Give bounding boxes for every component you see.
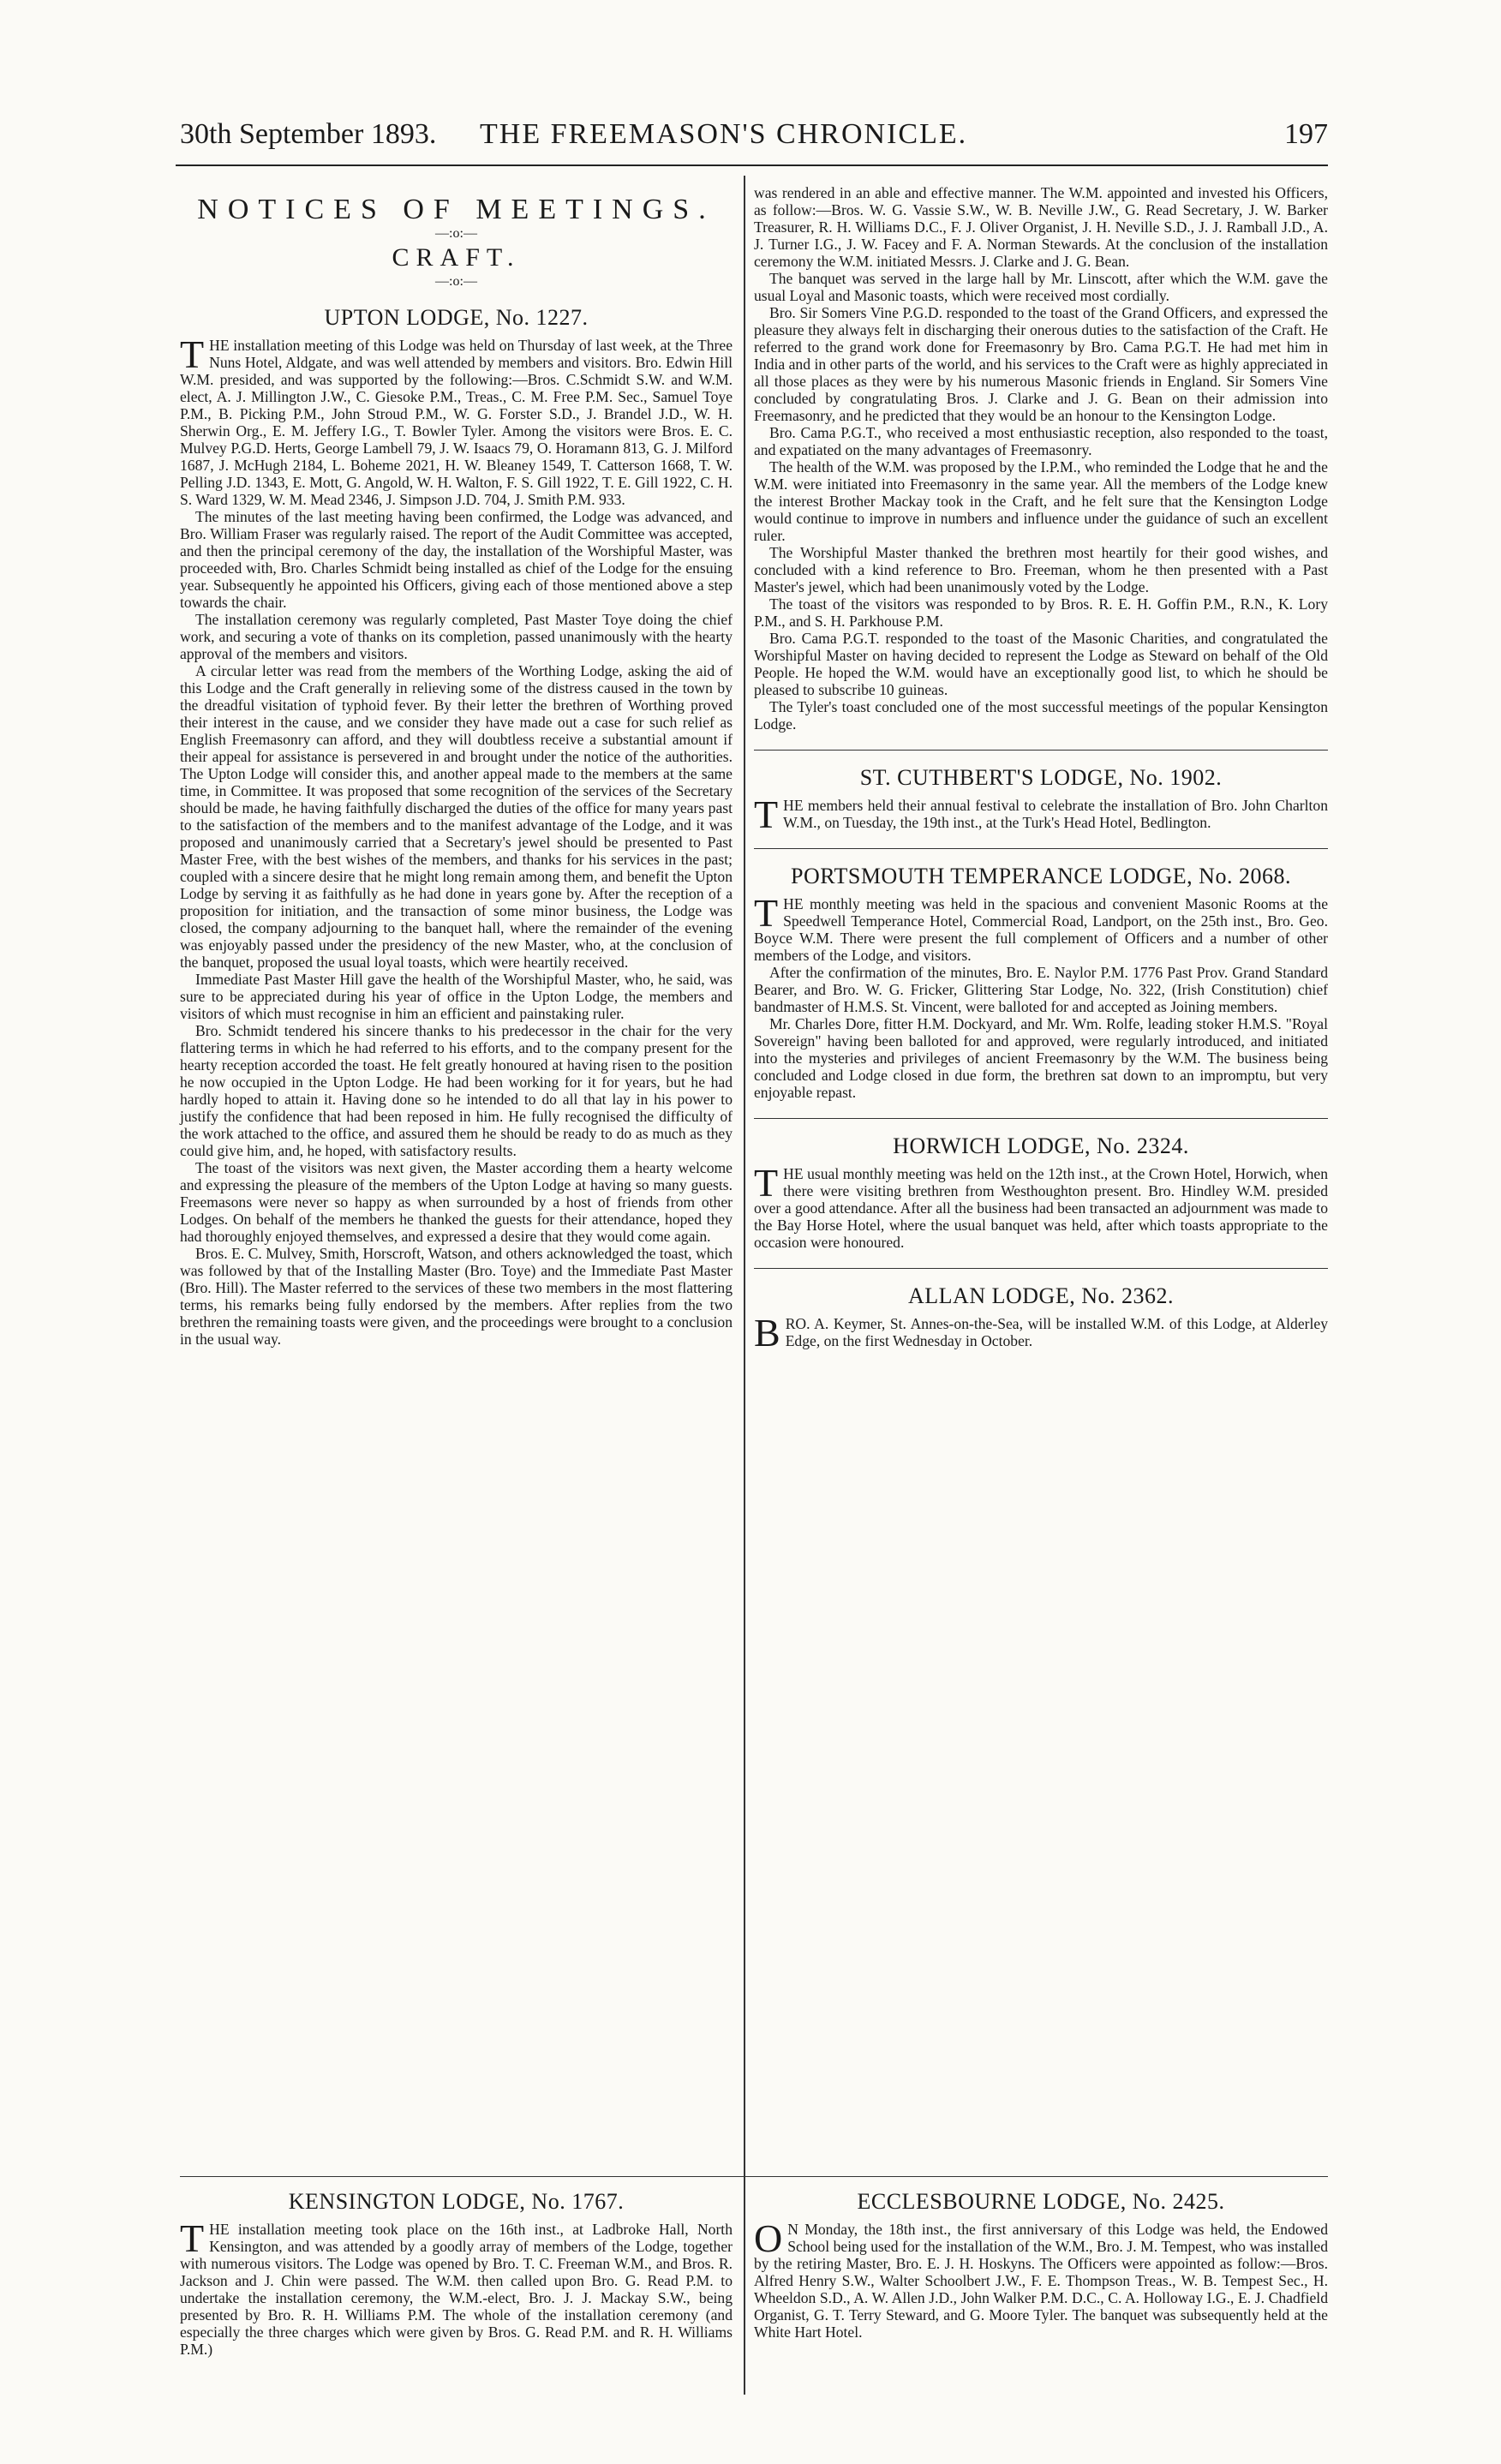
kensington-title: KENSINGTON LODGE, No. 1767. bbox=[288, 2189, 625, 2214]
craft-title: CRAFT. bbox=[392, 243, 521, 272]
kensington-dropcap: T bbox=[180, 2216, 205, 2260]
ecclesbourne-dropcap: O bbox=[754, 2216, 783, 2260]
upton-para-3: The installation ceremony was regularly completed, Past Master Toye doing the chief work, and securing a vote of thanks on its completion, passed unanimously with the hearty approval of the members and visitors. bbox=[180, 611, 733, 662]
page-header bbox=[180, 118, 1328, 159]
upton-title: UPTON LODGE, No. 1227. bbox=[324, 305, 589, 330]
header-date: 30th September 1893. bbox=[180, 118, 437, 150]
upton-para-1: THE installation meeting of this Lodge was held on Thursday of last week, at the Three Nuns Hotel, Aldgate, and was well attended by members and visitors. Bro. Edwin Hill W.M. presided, and was supported by the following:—Bros. C.Schmidt S.W. and W.M. elect, A. J. Millington J.W., C. Giesoke P.M., Treas., C. M. Free P.M. Sec., Samuel Toye P.M., B. Picking P.M., John Stroud P.M., W. G. Forster S.D., J. Brandel J.D., W. H. Sherwin Org., E. M. Jeffery I.G., T. Bowler Tyler. Among the visitors were Bros. E. C. Mulvey P.G.D. Herts, George Lambell 79, J. W. Isaacs 79, O. Horamann 813, G. J. Milford 1687, J. McHugh 2184, L. Boheme 2021, H. W. Bleaney 1549, T. Catterson 1668, T. W. Pelling J.D. 1343, E. Mott, G. Angold, W. H. Walton, F. S. Gill 1922, T. E. Gill 1922, C. H. S. Ward 1329, W. M. Mead 2346, J. Simpson J.D. 704, J. Smith P.M. 933. bbox=[180, 332, 733, 508]
horwich-title: HORWICH LODGE, No. 2324. bbox=[893, 1133, 1189, 1158]
kensington-cont-8: Bro. Cama P.G.T. responded to the toast of the Masonic Charities, and congratulated the Worshipful Master on having decided to represent the Lodge as Steward on behalf of the Old People. He hoped the W.M. would have an exceptionally good list, to which he should be pleased to subscribe 10 guineas. bbox=[754, 630, 1328, 698]
horwich-text: THE usual monthly meeting was held on the 12th inst., at the Crown Hotel, Horwich, when there were visiting brethren from Westhoughton present. Bro. Hindley W.M. presided over a good attendance. After all the business had been transacted an adjournment was made to the Bay Horse Hotel, where the usual banquet was held, after which toasts appropriate to the occasion were honoured. bbox=[754, 1161, 1328, 1251]
horwich-dropcap: T bbox=[754, 1161, 779, 1205]
upton-para-2: The minutes of the last meeting having been confirmed, the Lodge was advanced, and Bro. William Fraser was regularly raised. The report of the Audit Committee was accepted, and then the principal ceremony of the day, the installation of the Worshipful Master, was proceeded with, Bro. Charles Schmidt being installed as chief of the Lodge for the ensuing year. Subsequently he appointed his Officers, giving each of those mentioned above a step towards the chair. bbox=[180, 508, 733, 611]
upton-para-4: A circular letter was read from the members of the Worthing Lodge, asking the aid of this Lodge and the Craft generally in relieving some of the distress caused in the town by the dreadful visitation of typhoid fever. By their letter the brethren of Worthing proved their interest in the cause, and we consider they have made out a case for such relief as English Freemasonry can afford, and they will doubtless receive a substantial amount if their appeal for assistance is persevered in and brought under the notice of the authorities. The Upton Lodge will consider this, and another appeal made to the members at the same time, in Committee. It was proposed that some recognition of the services of the Secretary should be made, he having faithfully discharged the duties of the office for many years past to the satisfaction of the members and to the manifest advantage of the Lodge, and it was proposed and unanimously carried that a Secretary's jewel should be presented to Past Master Free, with the best wishes of the members, and thanks for his services in the past; coupled with a sincere desire that he might long remain among them, and benefit the Upton Lodge by serving it as faithfully as he had done in years gone by. After the reception of a proposition for initiation, and the transaction of some minor business, the Lodge was closed, the company adjourning to the banquet hall, where the remainder of the evening was enjoyably passed under the presidency of the new Master, who, at the conclusion of the banquet, proposed the usual loyal toasts, which were heartily received. bbox=[180, 662, 733, 971]
kensington-cont-9: The Tyler's toast concluded one of the most successful meetings of the popular Kensington Lodge. bbox=[754, 698, 1328, 733]
allan-text: BRO. A. Keymer, St. Annes-on-the-Sea, will be installed W.M. of this Lodge, at Alderley Edge, on the first Wednesday in October. bbox=[754, 1311, 1328, 1355]
bottom-divider bbox=[180, 2176, 1328, 2177]
column-rule bbox=[744, 176, 745, 2395]
st-cuthbert-title: ST. CUTHBERT'S LODGE, No. 1902. bbox=[859, 765, 1223, 790]
kensington-cont-5: The health of the W.M. was proposed by the I.P.M., who reminded the Lodge that he and the W.M. were initiated into Freemasonry in the same year. All the members of the Lodge knew the interest Brother Mackay took in the Craft, and he felt sure that the Kensington Lodge would continue to improve in numbers and influence under the guidance of such an excellent ruler. bbox=[754, 458, 1328, 544]
divider-3 bbox=[754, 1118, 1328, 1119]
st-cuthbert-text: THE members held their annual festival to celebrate the installation of Bro. John Charlton W.M., on Tuesday, the 19th inst., at the Turk's Head Hotel, Bedlington. bbox=[754, 792, 1328, 836]
st-cuthbert-dropcap: T bbox=[754, 792, 779, 836]
portsmouth-dropcap: T bbox=[754, 891, 779, 935]
kensington-cont-3: Bro. Sir Somers Vine P.G.D. responded to the toast of the Grand Officers, and expressed the pleasure they always felt in discharging their onerous duties to the satisfaction of the Craft. He referred to the grand work done for Freemasonry by Bro. Cama P.G.T. He had met him in India and in other parts of the world, and his services to the Craft were as highly appreciated in all those places as they were by his numerous Masonic friends in England. Sir Somers Vine concluded by congratulating Bros. J. Clarke and J. G. Bean on their admission into Freemasonry, and he predicted that they would be an honour to the Kensington Lodge. bbox=[754, 304, 1328, 424]
ecclesbourne-article bbox=[754, 2188, 1328, 2341]
ecclesbourne-title: ECCLESBOURNE LODGE, No. 2425. bbox=[857, 2189, 1225, 2214]
divider-1 bbox=[754, 750, 1328, 751]
kensington-cont-4: Bro. Cama P.G.T., who received a most enthusiastic reception, also responded to the toast, and expatiated on the many advantages of Freemasonry. bbox=[754, 424, 1328, 458]
divider-4 bbox=[754, 1268, 1328, 1269]
portsmouth-para-2: After the confirmation of the minutes, Bro. E. Naylor P.M. 1776 Past Prov. Grand Standard Bearer, and Bro. W. G. Fricker, Glittering Star Lodge, No. 322, (Irish Constitution) chief bandmaster of H.M.S. St. Vincent, were balloted for and accepted as Joining members. bbox=[754, 964, 1328, 1015]
kensington-article bbox=[180, 2188, 733, 2358]
upton-para-7: The toast of the visitors was next given, the Master according them a hearty welcome and expressing the pleasure of the members of the Upton Lodge at having so many guests. Freemasons were never so happy as when surrounded by a host of friends from other Lodges. On behalf of the members he thanked the guests for their attendance, hoped they had thoroughly enjoyed themselves, and expressed a desire that they would come again. bbox=[180, 1159, 733, 1245]
allan-dropcap: B bbox=[754, 1311, 780, 1355]
kensington-text: THE installation meeting took place on the 16th inst., at Ladbroke Hall, North Kensington, and was attended by a goodly array of members of the Lodge, together with numerous visitors. The Lodge was opened by Bro. T. C. Freeman W.M., and Bros. R. Jackson and J. Chin were passed. The W.M. then called upon Bro. G. Read P.M. to undertake the installation ceremony, the W.M.-elect, Bro. J. J. Mackay S.W., being presented by Bro. R. H. Williams P.M. The whole of the installation ceremony (and especially the three charges which were given by Bros. G. Read P.M. and R. H. Williams P.M.) bbox=[180, 2216, 733, 2358]
upton-para-5: Immediate Past Master Hill gave the health of the Worshipful Master, who, he said, was sure to be appreciated during his year of office in the Upton Lodge, the members and visitors of which must recognise in him an efficient and painstaking ruler. bbox=[180, 971, 733, 1022]
portsmouth-title: PORTSMOUTH TEMPERANCE LODGE, No. 2068. bbox=[791, 864, 1291, 888]
upton-para-6: Bro. Schmidt tendered his sincere thanks to his predecessor in the chair for the very flattering terms in which he had referred to his efforts, and to the company present for the hearty reception accorded the toast. He felt greatly honoured at having risen to the position he now occupied in the Upton Lodge. He had been working for it for years, but he had hardly hoped to attain it. Having done so he intended to do all that lay in his power to justify the confidence that had been reposed in him. He fully recognised the difficulty of the work attached to the office, and assured them he should be ready to do as much as they could give him, and, he hoped, with satisfactory results. bbox=[180, 1022, 733, 1159]
kensington-cont-2: The banquet was served in the large hall by Mr. Linscott, after which the W.M. gave the usual Loyal and Masonic toasts, which were received most cordially. bbox=[754, 270, 1328, 304]
header-title: THE FREEMASON'S CHRONICLE. bbox=[480, 118, 968, 150]
ecclesbourne-text: O N Monday, the 18th inst., the first anniversary of this Lodge was held, the Endowed School being used for the installation of the W.M., Bro. J. M. Tempest, who was installed by the retiring Master, Bro. E. J. H. Hoskyns. The Officers were appointed as follow:—Bros. Alfred Henry S.W., Walter Schoolbert J.W., F. E. Thompson Treas., W. B. Tempest Sec., H. Wheeldon S.D., A. W. Allen J.D., John Walker P.M. D.C., C. A. Holloway I.G., E. J. Chadfield Organist, G. T. Terry Steward, and G. Moore Tyler. The banquet was subsequently held at the White Hart Hotel. bbox=[754, 2216, 1328, 2341]
header-rule bbox=[176, 164, 1328, 166]
right-column bbox=[754, 184, 1328, 1355]
notices-title: NOTICES OF MEETINGS. bbox=[197, 194, 715, 225]
ornament-1: —:o:— bbox=[435, 226, 477, 241]
allan-title: ALLAN LODGE, No. 2362. bbox=[908, 1283, 1174, 1308]
upton-dropcap: T bbox=[180, 332, 205, 376]
portsmouth-para-3: Mr. Charles Dore, fitter H.M. Dockyard, and Mr. Wm. Rolfe, leading stoker H.M.S. "Royal Sovereign" having been balloted for and approved, were regularly introduced, and initiated into the mysteries and privileges of ancient Freemasonry by the W.M. The business being concluded and Lodge closed in due form, the brethren sat down to an impromptu, but very enjoyable repast. bbox=[754, 1015, 1328, 1101]
ornament-2: —:o:— bbox=[435, 274, 477, 289]
kensington-cont-1: was rendered in an able and effective manner. The W.M. appointed and invested his Officers, as follow:—Bros. W. G. Vassie S.W., W. B. Neville J.W., G. Read Secretary, J. W. Barker Treasurer, R. H. Williams D.C., F. J. Oliver Organist, J. H. Neville S.D., J. J. Ramball J.D., A. J. Turner I.G., J. W. Facey and F. A. Norman Stewards. At the conclusion of the installation ceremony the W.M. initiated Messrs. J. Clarke and J. G. Bean. bbox=[754, 184, 1328, 270]
kensington-cont-6: The Worshipful Master thanked the brethren most heartily for their good wishes, and concluded with a kind reference to Bro. Freeman, whom he then presented with a Past Master's jewel, which had been unanimously voted by the Lodge. bbox=[754, 544, 1328, 595]
left-column bbox=[180, 184, 733, 1348]
kensington-cont-7: The toast of the visitors was responded to by Bros. R. E. H. Goffin P.M., R.N., K. Lory P.M., and S. H. Parkhouse P.M. bbox=[754, 595, 1328, 630]
divider-2 bbox=[754, 848, 1328, 849]
header-page-number: 197 bbox=[1284, 118, 1328, 150]
upton-para-8: Bros. E. C. Mulvey, Smith, Horscroft, Watson, and others acknowledged the toast, which was followed by that of the Installing Master (Bro. Toye) and the Immediate Past Master (Bro. Hill). The Master referred to the services of these two members in the most flattering terms, his remarks being fully endorsed by the members. After replies from the two brethren the remaining toasts were given, and the proceedings were brought to a conclusion in the usual way. bbox=[180, 1245, 733, 1348]
portsmouth-para-1: THE monthly meeting was held in the spacious and convenient Masonic Rooms at the Speedwell Temperance Hotel, Commercial Road, Landport, on the 25th inst., Bro. Geo. Boyce W.M. There were present the full complement of Officers and a number of other members of the Lodge, and visitors. bbox=[754, 891, 1328, 964]
